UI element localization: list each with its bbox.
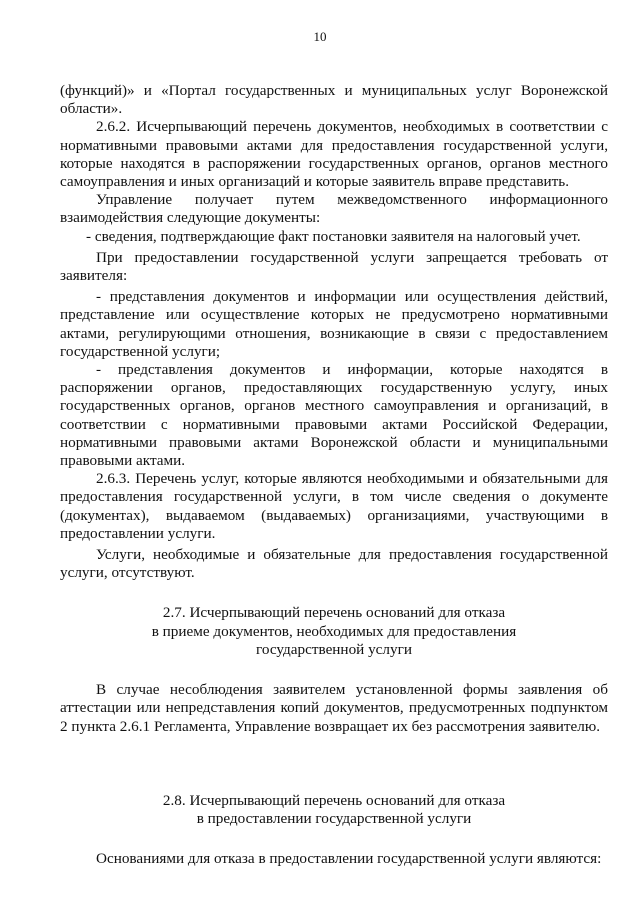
list-item: - представления документов и информации, которые находятся в распоряжении органов, предоставляющих государственную услугу, иных государственных органов, органов местного самоуправления и организаций, в соответствии с нормативными правовыми актами Российской Федерации, нормативными правовыми актами Воронежской области и муниципальными правовыми актами. (60, 361, 608, 470)
paragraph: В случае несоблюдения заявителем установленной формы заявления об аттестации или непредставления копий документов, предусмотренных подпунктом 2 пункта 2.6.1 Регламента, Управление возвращает их без рассмотрения заявителю. (60, 681, 608, 735)
list-item: - представления документов и информации или осуществления действий, представление или осуществление которых не предусмотрено нормативными актами, регулирующими отношения, возникающие в связи с предоставлением государственной услуги; (60, 288, 608, 360)
paragraph: При предоставлении государственной услуги запрещается требовать от заявителя: (60, 248, 608, 285)
paragraph: Услуги, необходимые и обязательные для предоставления государственной услуги, отсутствуют. (60, 546, 608, 582)
heading-line: 2.8. Исчерпывающий перечень оснований для отказа (162, 791, 506, 809)
section-heading-2-8 (60, 792, 608, 828)
document-body (60, 82, 608, 868)
page-number: 10 (313, 29, 327, 44)
paragraph: (функций)» и «Портал государственных и муниципальных услуг Воронежской области». (60, 82, 608, 118)
paragraph: 2.6.2. Исчерпывающий перечень документов, необходимых в соответствии с нормативными правовыми актами для предоставления государственной услуги, которые находятся в распоряжении государственных органов, органов местного самоуправления и иных организаций и которые заявитель вправе представить. (60, 118, 608, 191)
heading-line: в приеме документов, необходимых для предоставления (151, 622, 517, 640)
heading-line: государственной услуги (256, 640, 412, 658)
paragraph: Управление получает путем межведомственного информационного взаимодействия следующие документы: (60, 191, 608, 227)
paragraph: 2.6.3. Перечень услуг, которые являются необходимыми и обязательными для предоставления государственной услуги, в том числе сведения о документе (документах), выдаваемом (выдаваемых) организациями, участвующими в предоставлении услуги. (60, 470, 608, 542)
heading-line: в предоставлении государственной услуги (196, 809, 472, 827)
list-item: - сведения, подтверждающие факт постановки заявителя на налоговый учет. (86, 227, 581, 245)
section-heading-2-7 (60, 604, 608, 659)
paragraph: Основаниями для отказа в предоставлении государственной услуги являются: (96, 850, 602, 868)
heading-line: 2.7. Исчерпывающий перечень оснований для отказа (162, 604, 506, 622)
